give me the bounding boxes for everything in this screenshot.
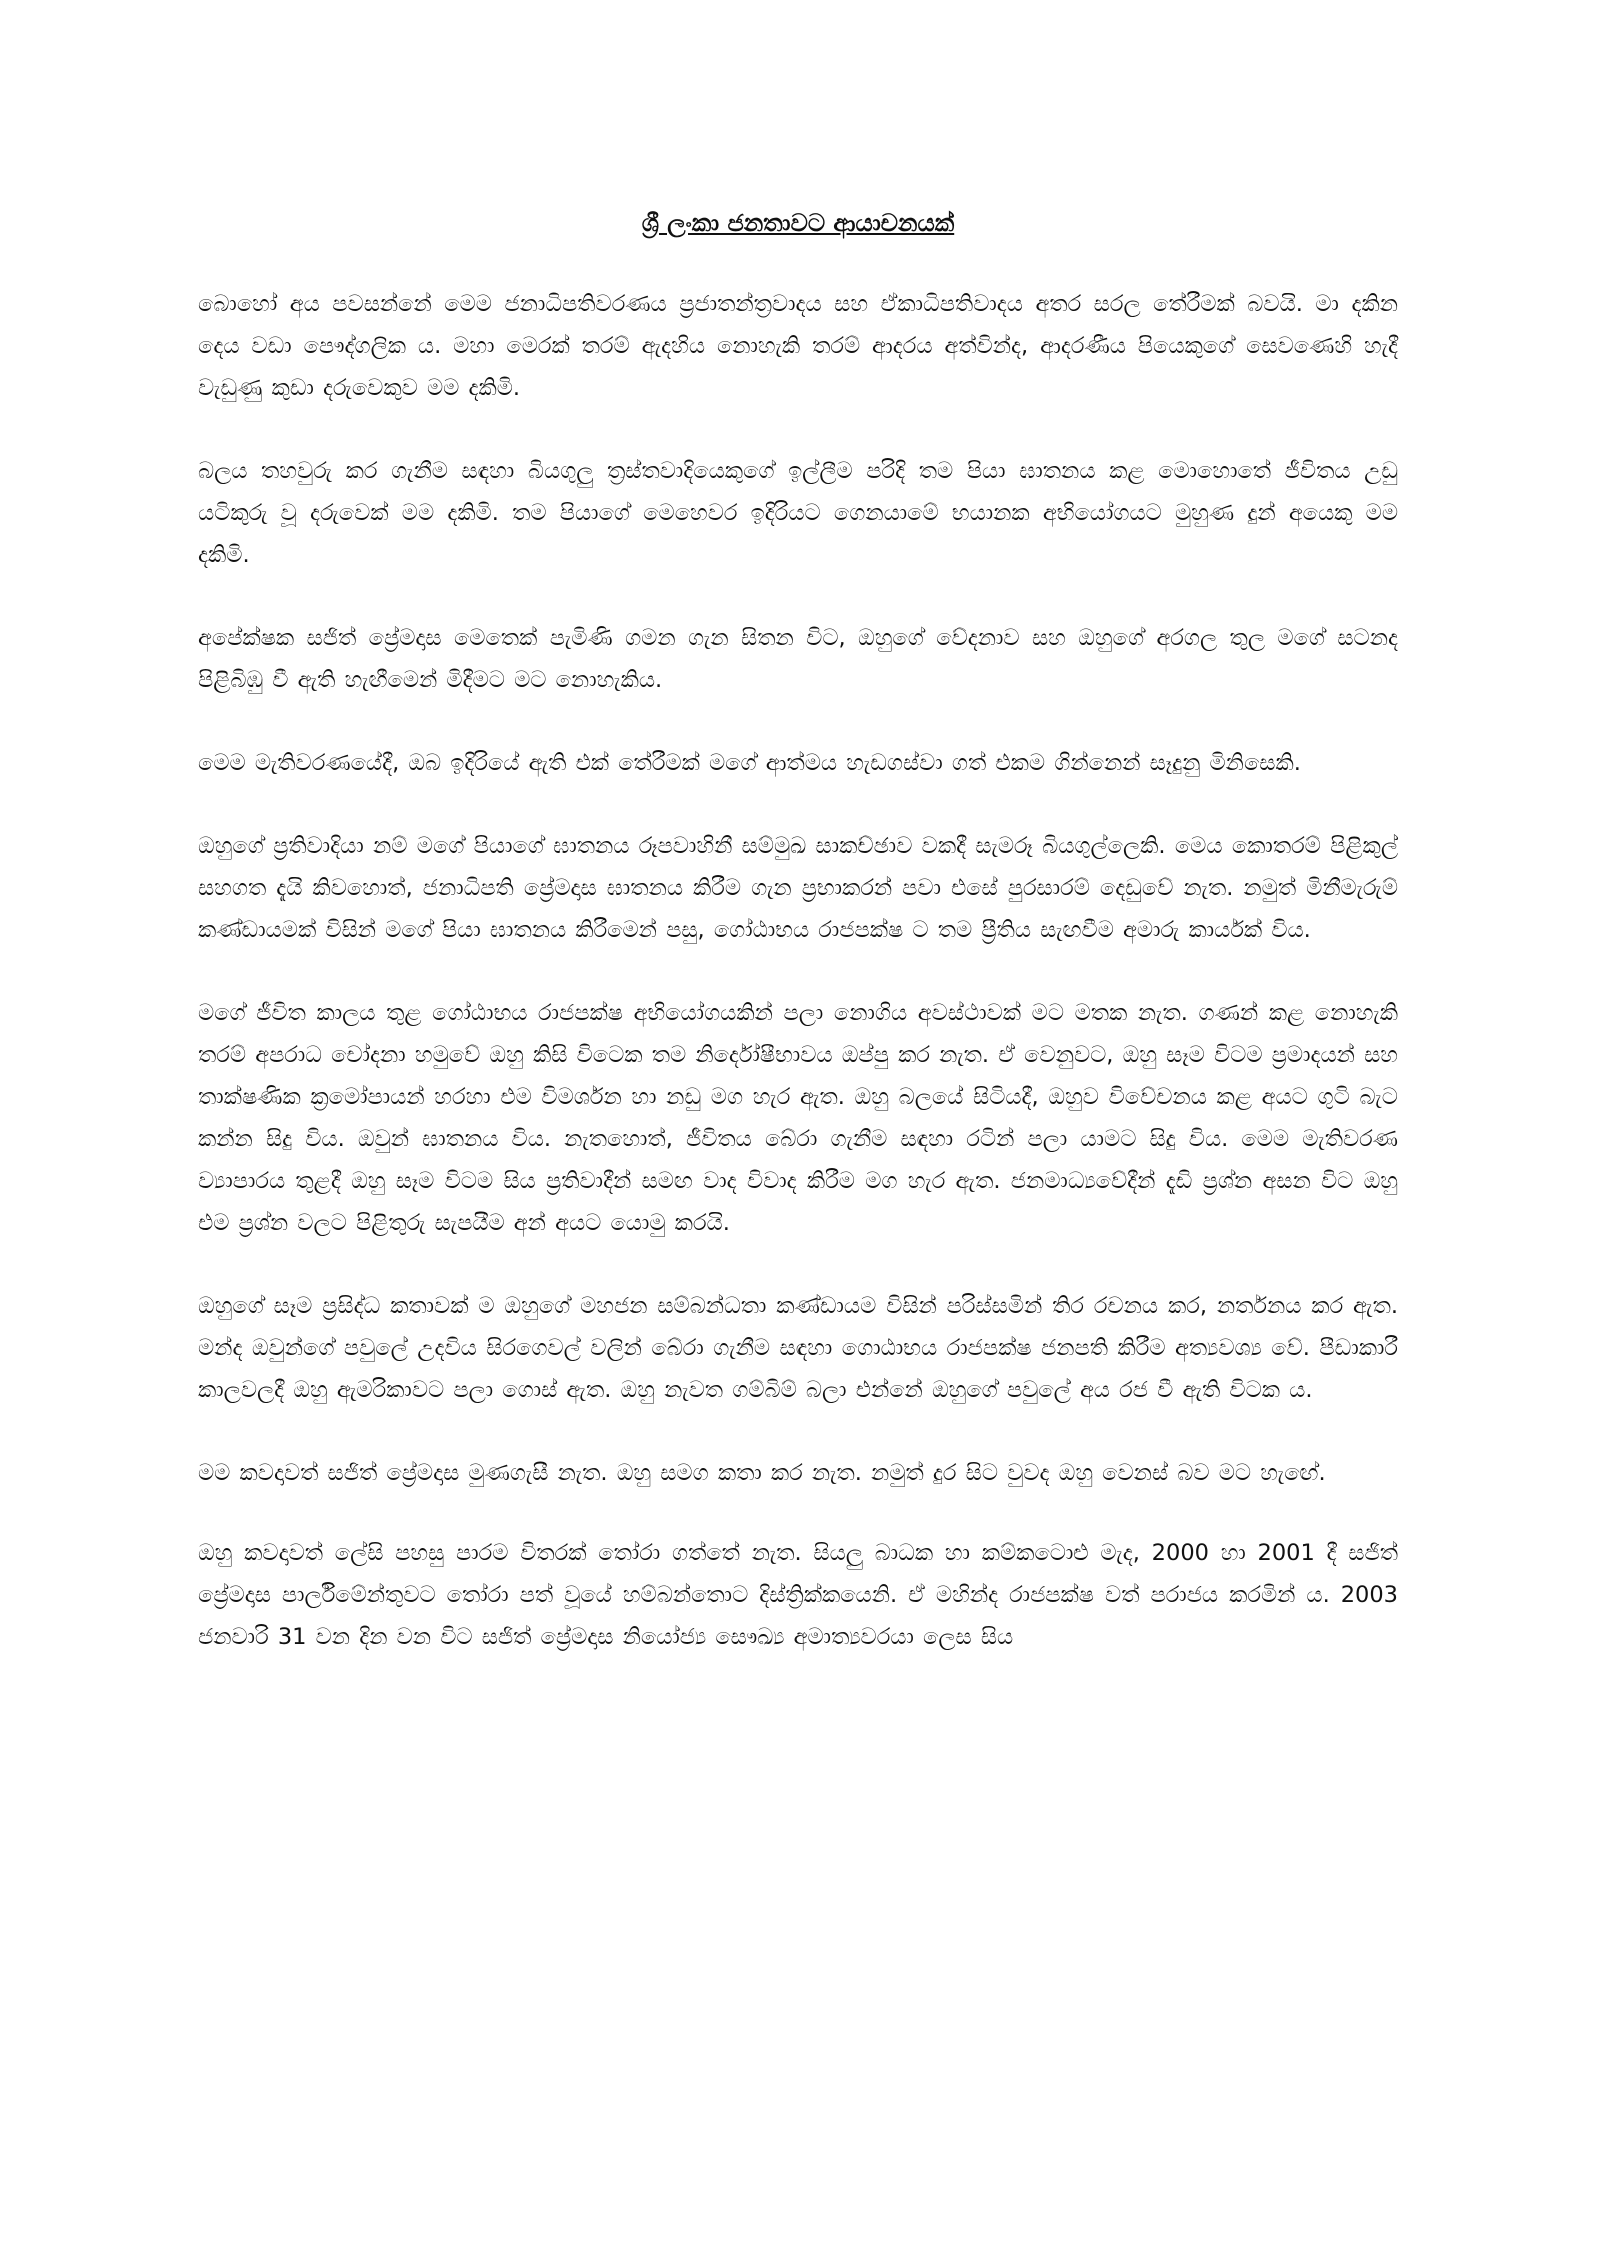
document-body	[198, 205, 1398, 1699]
paragraph-2: බලය තහවුරු කර ගැනීම සඳහා බියගුලු ත්‍රස්තවාදියෙකුගේ ඉල්ලීම පරිදි තම පියා ඝාතනය කළ මොහොතේ ජීවිතය උඩු යටිකුරු වූ දරුවෙක් මම දකිමි. තම පියාගේ මෙහෙවර ඉදිරියට ගෙනයාමේ භයානක අභියෝගයට මුහුණ දුන් අයෙකු මම දකිමි.	[198, 458, 1398, 568]
paragraph-3: අපේක්ෂක සජිත් ප්‍රේමදාස මෙතෙක් පැමිණි ගමන ගැන සිතන විට, ඔහුගේ වේදනාව සහ ඔහුගේ අරගල තුල මගේ සටනද පිළිබිඹු වී ඇති හැඟීමෙන් මිදීමට මට නොහැකිය.	[198, 625, 1398, 693]
paragraph-6: මගේ ජීවිත කාලය තුළ ගෝඨාභය රාජපක්ෂ අභියෝගයකින් පලා නොගිය අවස්ථාවක් මට මතක නැත. ගණන් කළ නොහැකි තරම් අපරාධ චෝදනා හමුවේ ඔහු කිසි විටෙක තම නිර්දෝෂීභාවය ඔප්පු කර නැත. ඒ වෙනුවට, ඔහු සෑම විටම ප්‍රමාදයන් සහ තාක්ෂණික ක්‍රමෝපායන් හරහා එම විමර්ශන හා නඩු මග හැර ඇත. ඔහු බලයේ සිටියදී, ඔහුව විවේචනය කළ අයට ගුටි බැට කන්න සිදු විය. ඔවුන් ඝාතනය විය. නැතහොත්, ජීවිතය බේරා ගැනීම සඳහා රටින් පලා යාමට සිදු විය. මෙම මැතිවරණ ව්‍යාපාරය තුළදී ඔහු සෑම විටම සිය ප්‍රතිවාදීන් සමඟ වාද විවාද කිරීම මග හැර ඇත. ජනමාධ්‍යවේදීන් දැඩි ප්‍රශ්න අසන විට ඔහු එම ප්‍රශ්න වලට පිළිතුරු සැපයීම අන් අයට යොමු කරයි.	[198, 1000, 1399, 1236]
paragraph-8: මම කවදාවත් සජිත් ප්‍රේමදාස මුණගැසී නැත. ඔහු සමග කතා කර නැත. නමුත් දුර සිට වුවද ඔහු වෙනස් බව මට හැඟේ.	[198, 1460, 1326, 1486]
paragraph-9: ඔහු කවදාවත් ලේසි පහසු පාරම විතරක් තෝරා ගත්තේ නැත. සියලු බාධක හා කම්කටොළු මැද, 2000 හා 2001 දී සජිත් ප්‍රේමදාස පාර්ලිමේන්තුවට තෝරා පත් වූයේ හම්බන්තොට දිස්ත්‍රික්කයෙනි. ඒ මහින්ද රාජපක්ෂ වත් පරාජය කරමින් ය. 2003 ජනවාරි 31 වන දින වන විට සජිත් ප්‍රේමදාස නියෝජ්‍ය සෞඛ්‍ය අමාත්‍යවරයා ලෙස සිය	[198, 1540, 1398, 1650]
paragraph-7: ඔහුගේ සෑම ප්‍රසිද්ධ කතාවක් ම ඔහුගේ මහජන සම්බන්ධතා කණ්ඩායම විසින් පරිස්සමින් තිර රචනය කර, නර්තනය කර ඇත. මන්ද ඔවුන්ගේ පවුලේ උදවිය සිරගෙවල් වලින් බේරා ගැනීම සඳහා ගොඨාභය රාජපක්ෂ ජනපති කිරීම අත්‍යවශ්‍ය වේ. පීඩාකාරී කාලවලදී ඔහු ඇමරිකාවට පලා ගොස් ඇත. ඔහු නැවත ගම්බිම් බලා එන්නේ ඔහුගේ පවුලේ අය රජ වී ඇති විටක ය.	[198, 1293, 1398, 1403]
page-title: ශ්‍රී ලංකා ජනතාවට ආයාචනයක්	[641, 209, 955, 237]
paragraph-5: ඔහුගේ ප්‍රතිවාදියා නම් මගේ පියාගේ ඝාතනය රූපවාහිනී සම්මුඛ සාකච්ඡාව වකදී සැමරූ බියගුල්ලෙකි. මෙය කොතරම් පිළිකුල් සහගත දැයි කිවහොත්, ජනාධිපති ප්‍රේමදාස ඝාතනය කිරීම ගැන ප්‍රභාකරන් පවා එසේ පුරසාරම් දෙඩුවේ නැත. නමුත් මිනීමැරුම් කණ්ඩායමක් විසින් මගේ පියා ඝාතනය කිරීමෙන් පසු, ගෝඨාභය රාජපක්ෂ ට තම ප්‍රීතිය සැඟවීම අමාරු කාර්යක් විය.	[198, 833, 1398, 943]
paragraph-4: මෙම මැතිවරණයේදී, ඔබ ඉදිරියේ ඇති එක් තේරීමක් මගේ ආත්මය හැඩගස්වා ගත් එකම ගින්නෙන් සෑදුනු මිනිසෙකි.	[198, 750, 1301, 776]
paragraph-1: බොහෝ අය පවසන්නේ මෙම ජනාධිපතිවරණය ප්‍රජාතන්ත්‍රවාදය සහ ඒකාධිපතිවාදය අතර සරල තේරීමක් බවයි. මා දකින දෙය වඩා පෞද්ගලික ය. මහා මෙරක් තරම් ඇදහිය නොහැකි තරම් ආදරය අත්වින්ද, ආදරණීය පියෙකුගේ සෙවණෙහි හැදී වැඩුණු කුඩා දරුවෙකුව මම දකිමි.	[198, 291, 1398, 401]
